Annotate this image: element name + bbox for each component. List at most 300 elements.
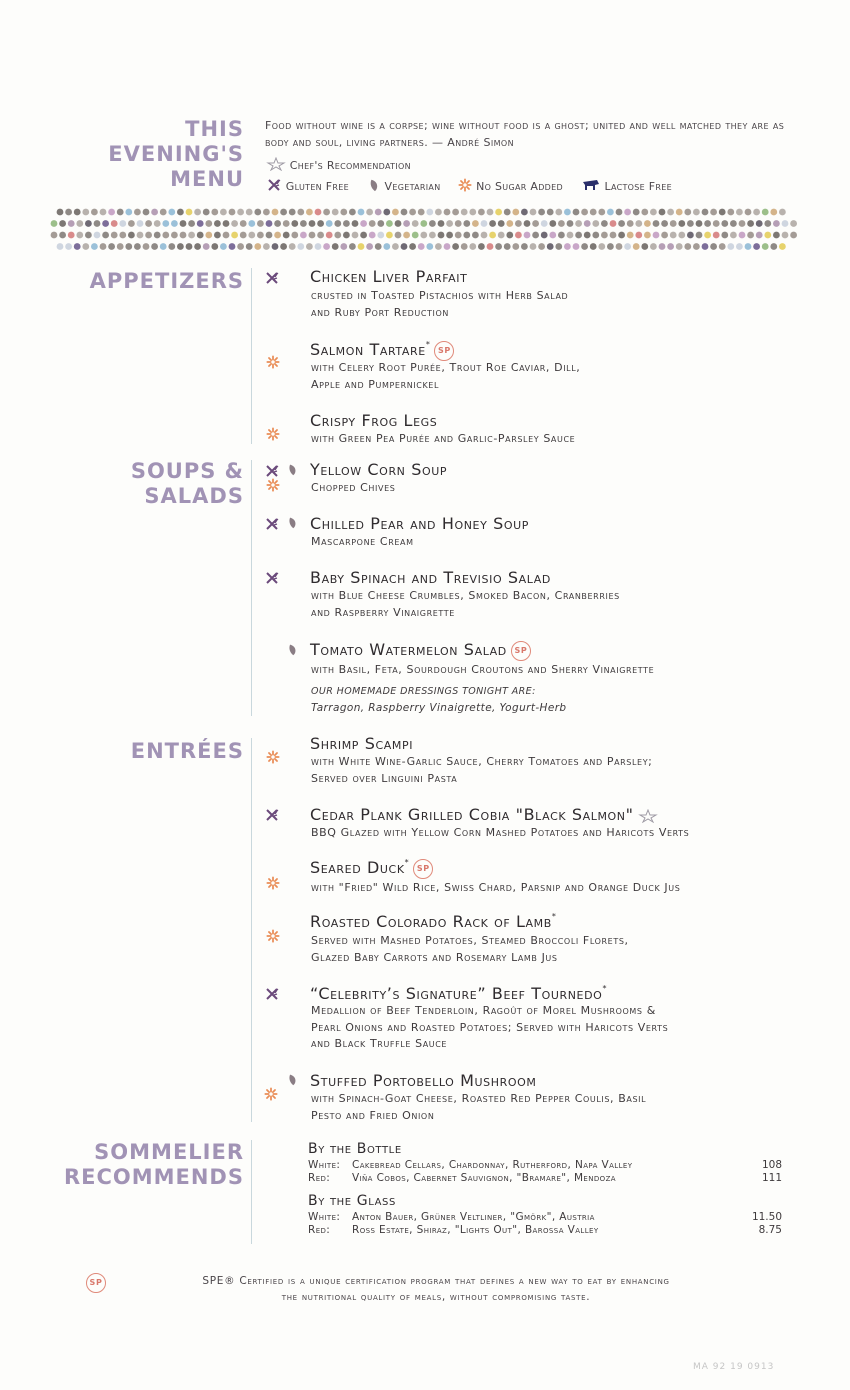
section-sommelier: SOMMELIER RECOMMENDS (63, 1140, 244, 1189)
decorative-dot (326, 232, 333, 239)
decorative-dot (418, 209, 425, 216)
decorative-dot (584, 232, 591, 239)
decorative-dot (764, 220, 771, 227)
decorative-dot (435, 209, 442, 216)
decorative-dot (409, 209, 416, 216)
decorative-dot (145, 220, 152, 227)
decorative-dot (317, 232, 324, 239)
decorative-dot (274, 220, 281, 227)
vegetarian-icon (286, 1073, 299, 1086)
decorative-dot (452, 209, 459, 216)
decorative-dot (693, 243, 700, 250)
decorative-dot (710, 243, 717, 250)
decorative-dot (667, 243, 674, 250)
decorative-dot (770, 209, 777, 216)
decorative-dot (186, 243, 193, 250)
wine-price: 11.50 (751, 1211, 782, 1223)
dish-description: with Green Pea Purée and Garlic-Parsley Sauce (311, 432, 576, 445)
decorative-dot (719, 243, 726, 250)
decorative-dot (644, 220, 651, 227)
decorative-dot (154, 232, 161, 239)
decorative-dot (283, 220, 290, 227)
decorative-dot (289, 209, 296, 216)
decorative-dot (117, 209, 124, 216)
decorative-dot (461, 209, 468, 216)
decorative-dot (403, 232, 410, 239)
decorative-dot (438, 220, 445, 227)
decorative-dot (721, 232, 728, 239)
decorative-dot (429, 232, 436, 239)
vegetarian-icon (286, 643, 299, 656)
decorative-dot (100, 209, 107, 216)
decorative-dot (366, 209, 373, 216)
wine-quote: Food without wine is a corpse; wine without food is a ghost; united and well matched they are as body and soul, living partners. — André Simon (265, 119, 785, 149)
decorative-dot (624, 209, 631, 216)
decorative-dot (678, 220, 685, 227)
decorative-dot (581, 209, 588, 216)
decorative-dot (618, 220, 625, 227)
decorative-dot (592, 220, 599, 227)
decorative-dot (616, 243, 623, 250)
decorative-dot (469, 209, 476, 216)
decorative-dot (676, 209, 683, 216)
decorative-dot (472, 232, 479, 239)
decorative-dot (581, 243, 588, 250)
decorative-dot (291, 232, 298, 239)
dish-description: BBQ Glazed with Yellow Corn Mashed Potatoes and Haricots Verts (311, 826, 690, 839)
decorative-dot (481, 220, 488, 227)
gluten-free-icon (264, 516, 280, 532)
wine-price: 108 (761, 1159, 782, 1171)
dish-name: Baby Spinach and Trevisio Salad (310, 568, 551, 587)
decorative-dot (102, 232, 109, 239)
decorative-dot (231, 232, 238, 239)
decorative-dot (747, 232, 754, 239)
decorative-dot (85, 220, 92, 227)
decorative-dot (670, 220, 677, 227)
spe-certified-icon: SP (413, 859, 433, 879)
decorative-dot (340, 243, 347, 250)
decorative-dot (91, 209, 98, 216)
decorative-dot (590, 243, 597, 250)
decorative-dot (770, 243, 777, 250)
decorative-dot (676, 243, 683, 250)
decorative-dot (403, 220, 410, 227)
divider-entrees (251, 738, 252, 1122)
decorative-dot (119, 220, 126, 227)
decorative-dot (151, 243, 158, 250)
decorative-dot (94, 232, 101, 239)
decorative-dot (693, 209, 700, 216)
decorative-dot (670, 232, 677, 239)
decorative-dot (727, 209, 734, 216)
decorative-dot (753, 209, 760, 216)
decorative-dot (229, 243, 236, 250)
decorative-dot (137, 220, 144, 227)
decorative-dot (297, 209, 304, 216)
decorative-dot (610, 220, 617, 227)
decorative-dot (272, 209, 279, 216)
decorative-dot (375, 209, 382, 216)
decorative-dot (280, 243, 287, 250)
dish-name: Roasted Colorado Rack of Lamb* (310, 912, 557, 931)
decorative-dot (111, 220, 118, 227)
decorative-dot (719, 209, 726, 216)
by-the-bottle-title: By the Bottle (308, 1141, 402, 1157)
decorative-dot (684, 243, 691, 250)
chef-star-icon (266, 157, 286, 174)
decorative-dot (323, 243, 330, 250)
decorative-dot (702, 243, 709, 250)
decorative-dot (521, 243, 528, 250)
decorative-dot (186, 209, 193, 216)
decorative-dot (412, 232, 419, 239)
decorative-dot (455, 232, 462, 239)
decorative-dot (343, 220, 350, 227)
menu-title: THIS EVENING'S MENU (108, 117, 244, 191)
decorative-dot (753, 243, 760, 250)
wine-row: Red: Viña Cobos, Cabernet Sauvignon, "Bramare", Mendoza (308, 1172, 616, 1184)
decorative-dot (263, 243, 270, 250)
decorative-dot (590, 209, 597, 216)
decorative-dot (420, 232, 427, 239)
decorative-dot (495, 209, 502, 216)
decorative-dot (745, 243, 752, 250)
decorative-dot (334, 220, 341, 227)
decorative-dot (352, 220, 359, 227)
decorative-dot (214, 232, 221, 239)
decorative-dot-band (50, 206, 800, 258)
decorative-dot (334, 232, 341, 239)
dish-description: with Spinach-Goat Cheese, Roasted Red Pepper Coulis, Basil Pesto and Fried Onion (311, 1092, 647, 1122)
decorative-dot (575, 232, 582, 239)
decorative-dot (160, 243, 167, 250)
decorative-dot (736, 209, 743, 216)
decorative-dot (721, 220, 728, 227)
dish-description: Mascarpone Cream (311, 535, 414, 548)
decorative-dot (203, 243, 210, 250)
decorative-dot (74, 209, 81, 216)
decorative-dot (111, 232, 118, 239)
decorative-dot (194, 243, 201, 250)
decorative-dot (584, 220, 591, 227)
dish-name: Yellow Corn Soup (310, 460, 448, 479)
decorative-dot (309, 220, 316, 227)
wine-row: White: Anton Bauer, Grüner Veltliner, "Gmörk", Austria (308, 1211, 595, 1223)
spe-certified-icon: SP (434, 341, 454, 361)
decorative-dot (65, 243, 72, 250)
decorative-dot (762, 209, 769, 216)
decorative-dot (125, 209, 132, 216)
decorative-dot (57, 243, 64, 250)
wine-row: Red: Ross Estate, Shiraz, "Lights Out", Barossa Valley (308, 1224, 599, 1236)
decorative-dot (773, 232, 780, 239)
decorative-dot (618, 232, 625, 239)
decorative-dot (426, 209, 433, 216)
decorative-dot (177, 209, 184, 216)
decorative-dot (283, 232, 290, 239)
dish-name: Crispy Frog Legs (310, 411, 438, 430)
decorative-dot (704, 220, 711, 227)
decorative-dot (257, 220, 264, 227)
decorative-dot (624, 243, 631, 250)
decorative-dot (601, 232, 608, 239)
decorative-dot (352, 232, 359, 239)
decorative-dot (317, 220, 324, 227)
decorative-dot (521, 209, 528, 216)
decorative-dot (747, 220, 754, 227)
decorative-dot (205, 220, 212, 227)
decorative-dot (530, 243, 537, 250)
decorative-dot (383, 209, 390, 216)
decorative-dot (782, 232, 789, 239)
decorative-dot (315, 209, 322, 216)
decorative-dot (248, 232, 255, 239)
decorative-dot (661, 220, 668, 227)
decorative-dot (469, 243, 476, 250)
decorative-dot (128, 232, 135, 239)
decorative-dot (377, 232, 384, 239)
decorative-dot (291, 220, 298, 227)
decorative-dot (573, 243, 580, 250)
decorative-dot (564, 243, 571, 250)
decorative-dot (549, 220, 556, 227)
decorative-dot (489, 232, 496, 239)
decorative-dot (512, 243, 519, 250)
decorative-dot (162, 220, 169, 227)
decorative-dot (653, 232, 660, 239)
decorative-dot (730, 220, 737, 227)
decorative-dot (504, 243, 511, 250)
decorative-dot (306, 209, 313, 216)
decorative-dot (134, 209, 141, 216)
decorative-dot (650, 243, 657, 250)
decorative-dot (610, 232, 617, 239)
decorative-dot (512, 209, 519, 216)
decorative-dot (667, 209, 674, 216)
decorative-dot (515, 232, 522, 239)
print-code: MA 92 19 0913 (693, 1362, 775, 1372)
gluten-free-icon (264, 463, 280, 479)
decorative-dot (332, 209, 339, 216)
decorative-dot (197, 220, 204, 227)
decorative-dot (188, 232, 195, 239)
decorative-dot (773, 220, 780, 227)
decorative-dot (65, 209, 72, 216)
decorative-dot (495, 243, 502, 250)
no-sugar-icon (266, 478, 280, 492)
decorative-dot (74, 243, 81, 250)
decorative-dot (779, 243, 786, 250)
decorative-dot (168, 243, 175, 250)
decorative-dot (547, 243, 554, 250)
decorative-dot (704, 232, 711, 239)
decorative-dot (616, 209, 623, 216)
divider-appetizers (251, 268, 252, 444)
decorative-dot (154, 220, 161, 227)
decorative-dot (274, 232, 281, 239)
dish-description: Medallion of Beef Tenderloin, Ragoût of Morel Mushrooms & Pearl Onions and Roasted Potatoes; Served with Haricots Verts and Black Truffle Sauce (311, 1004, 669, 1050)
decorative-dot (506, 220, 513, 227)
decorative-dot (358, 209, 365, 216)
decorative-dot (598, 243, 605, 250)
decorative-dot (592, 232, 599, 239)
decorative-dot (756, 220, 763, 227)
decorative-dot (143, 209, 150, 216)
no-sugar-icon (266, 750, 280, 764)
decorative-dot (463, 220, 470, 227)
divider-soups (251, 460, 252, 716)
decorative-dot (687, 232, 694, 239)
decorative-dot (756, 232, 763, 239)
decorative-dot (117, 243, 124, 250)
decorative-dot (358, 243, 365, 250)
dish-name: Shrimp Scampi (310, 734, 414, 753)
decorative-dot (653, 220, 660, 227)
decorative-dot (332, 243, 339, 250)
decorative-dot (91, 243, 98, 250)
decorative-dot (108, 243, 115, 250)
dish-name: Chicken Liver Parfait (310, 267, 468, 286)
decorative-dot (532, 232, 539, 239)
decorative-dot (633, 209, 640, 216)
decorative-dot (392, 209, 399, 216)
gluten-free-icon (264, 570, 280, 586)
decorative-dot (541, 220, 548, 227)
decorative-dot (383, 243, 390, 250)
decorative-dot (240, 232, 247, 239)
decorative-dot (739, 220, 746, 227)
decorative-dot (635, 220, 642, 227)
decorative-dot (481, 232, 488, 239)
decorative-dot (478, 243, 485, 250)
decorative-dot (446, 220, 453, 227)
decorative-dot (160, 209, 167, 216)
decorative-dot (524, 232, 531, 239)
decorative-dot (538, 209, 545, 216)
decorative-dot (128, 220, 135, 227)
dish-name: Cedar Plank Grilled Cobia "Black Salmon" (310, 805, 659, 824)
decorative-dot (558, 232, 565, 239)
decorative-dot (263, 209, 270, 216)
decorative-dot (555, 209, 562, 216)
decorative-dot (197, 232, 204, 239)
decorative-dot (76, 232, 83, 239)
decorative-dot (696, 220, 703, 227)
decorative-dot (564, 209, 571, 216)
decorative-dot (343, 232, 350, 239)
decorative-dot (76, 220, 83, 227)
no-sugar-icon (266, 355, 280, 369)
dish-name: Stuffed Portobello Mushroom (310, 1071, 537, 1090)
decorative-dot (180, 232, 187, 239)
decorative-dot (272, 243, 279, 250)
decorative-dot (444, 243, 451, 250)
decorative-dot (134, 243, 141, 250)
decorative-dot (137, 232, 144, 239)
decorative-dot (231, 220, 238, 227)
decorative-dot (246, 209, 253, 216)
decorative-dot (489, 220, 496, 227)
decorative-dot (145, 232, 152, 239)
decorative-dot (455, 220, 462, 227)
vegetarian-icon (286, 463, 299, 476)
decorative-dot (446, 232, 453, 239)
section-entrees: ENTRÉES (130, 739, 244, 763)
dish-description: with Basil, Feta, Sourdough Croutons and Sherry Vinaigrette (311, 663, 655, 676)
decorative-dot (515, 220, 522, 227)
decorative-dot (171, 220, 178, 227)
decorative-dot (687, 220, 694, 227)
dish-description: with "Fried" Wild Rice, Swiss Chard, Parsnip and Orange Duck Jus (311, 881, 681, 894)
decorative-dot (627, 232, 634, 239)
decorative-dot (171, 232, 178, 239)
decorative-dot (85, 232, 92, 239)
lactose-free-icon (581, 178, 601, 195)
no-sugar-icon (458, 178, 472, 195)
section-soups-salads: SOUPS & SALADS (130, 459, 244, 508)
spe-certified-icon: SP (86, 1273, 106, 1293)
decorative-dot (532, 220, 539, 227)
decorative-dot (779, 209, 786, 216)
decorative-dot (237, 243, 244, 250)
decorative-dot (68, 232, 75, 239)
decorative-dot (498, 232, 505, 239)
no-sugar-icon (266, 876, 280, 890)
decorative-dot (386, 232, 393, 239)
decorative-dot (487, 209, 494, 216)
decorative-dot (180, 220, 187, 227)
gluten-free-icon (264, 807, 280, 823)
decorative-dot (349, 243, 356, 250)
decorative-dot (627, 220, 634, 227)
dish-description: with Celery Root Purée, Trout Roe Caviar, Dill, Apple and Pumpernickel (311, 361, 581, 391)
decorative-dot (237, 209, 244, 216)
decorative-dot (340, 209, 347, 216)
gluten-free-icon (264, 270, 280, 286)
decorative-dot (684, 209, 691, 216)
decorative-dot (764, 232, 771, 239)
decorative-dot (739, 232, 746, 239)
decorative-dot (100, 243, 107, 250)
decorative-dot (601, 220, 608, 227)
dish-name: Salmon Tartare*SP (310, 340, 454, 361)
decorative-dot (659, 243, 666, 250)
decorative-dot (177, 243, 184, 250)
decorative-dot (409, 243, 416, 250)
decorative-dot (659, 209, 666, 216)
decorative-dot (420, 220, 427, 227)
decorative-dot (702, 209, 709, 216)
decorative-dot (168, 209, 175, 216)
decorative-dot (392, 243, 399, 250)
decorative-dot (487, 243, 494, 250)
decorative-dot (678, 232, 685, 239)
decorative-dot (555, 243, 562, 250)
decorative-dot (211, 209, 218, 216)
decorative-dot (151, 209, 158, 216)
decorative-dot (650, 209, 657, 216)
decorative-dot (573, 209, 580, 216)
decorative-dot (727, 243, 734, 250)
decorative-dot (607, 209, 614, 216)
decorative-dot (790, 232, 797, 239)
decorative-dot (506, 232, 513, 239)
decorative-dot (102, 220, 109, 227)
decorative-dot (644, 232, 651, 239)
decorative-dot (360, 220, 367, 227)
decorative-dot (452, 243, 459, 250)
